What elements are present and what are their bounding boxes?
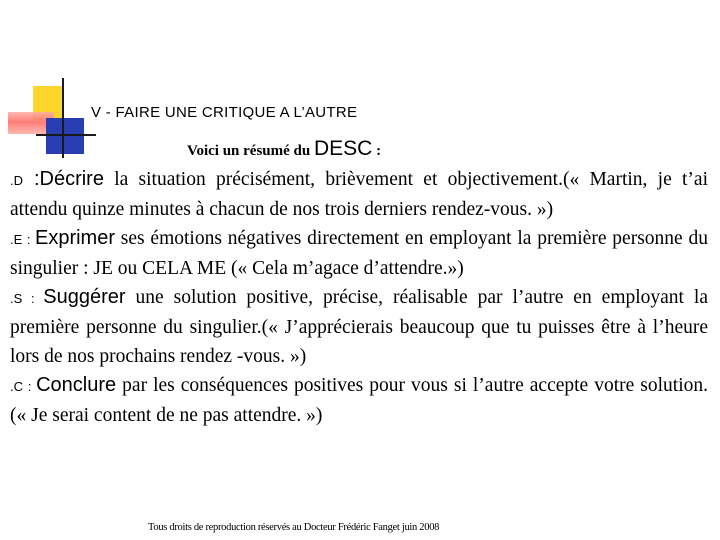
item-separator: :: [22, 232, 35, 247]
item-marker: .C: [10, 379, 23, 394]
subtitle: [187, 137, 381, 161]
desc-item-e: [10, 224, 708, 283]
decor-vertical-line: [62, 78, 64, 158]
item-separator: :: [23, 379, 37, 394]
item-keyword: Suggérer: [43, 286, 126, 308]
item-marker: .D: [10, 173, 23, 188]
desc-item-d: [10, 165, 708, 224]
item-separator: :: [23, 168, 40, 190]
desc-list: [10, 165, 708, 430]
desc-item-s: [10, 283, 708, 371]
item-marker: .S: [10, 291, 23, 306]
decor-blue-square: [46, 118, 84, 154]
item-text: une solution positive, précise, réalisable par l’autre en employant la première personne du singulier.(« J’apprécierais beaucoup que tu puisses être à l’heure lors de nos prochains rendez -vous. »): [10, 287, 708, 367]
item-text: par les conséquences positives pour vous si l’autre accepte votre solution.(« Je serai content de ne pas attendre. »): [10, 375, 709, 426]
item-keyword: Conclure: [36, 374, 117, 396]
slide-title: V - FAIRE UNE CRITIQUE A L’AUTRE: [91, 104, 358, 121]
desc-item-c: [10, 371, 708, 430]
subtitle-lead: Voici un résumé du: [187, 143, 314, 159]
item-marker: .E: [10, 232, 23, 247]
subtitle-acronym: DESC: [313, 137, 373, 160]
copyright-footer: Tous droits de reproduction réservés au Docteur Frédéric Fanget juin 2008: [148, 522, 440, 533]
item-text: ses émotions négatives directement en employant la première personne du singulier : JE ou CELA ME (« Cela m’agace d’attendre.»): [10, 228, 708, 279]
decor-horizontal-line: [36, 134, 96, 136]
item-text: la situation précisément, brièvement et objectivement.(« Martin, je t’ai attendu quinze minutes à chacun de nos trois derniers rendez-vous. »): [10, 169, 708, 220]
item-keyword: Exprimer: [34, 227, 115, 249]
item-separator: :: [22, 291, 44, 306]
item-keyword: Décrire: [39, 168, 104, 190]
subtitle-tail: :: [372, 143, 382, 159]
